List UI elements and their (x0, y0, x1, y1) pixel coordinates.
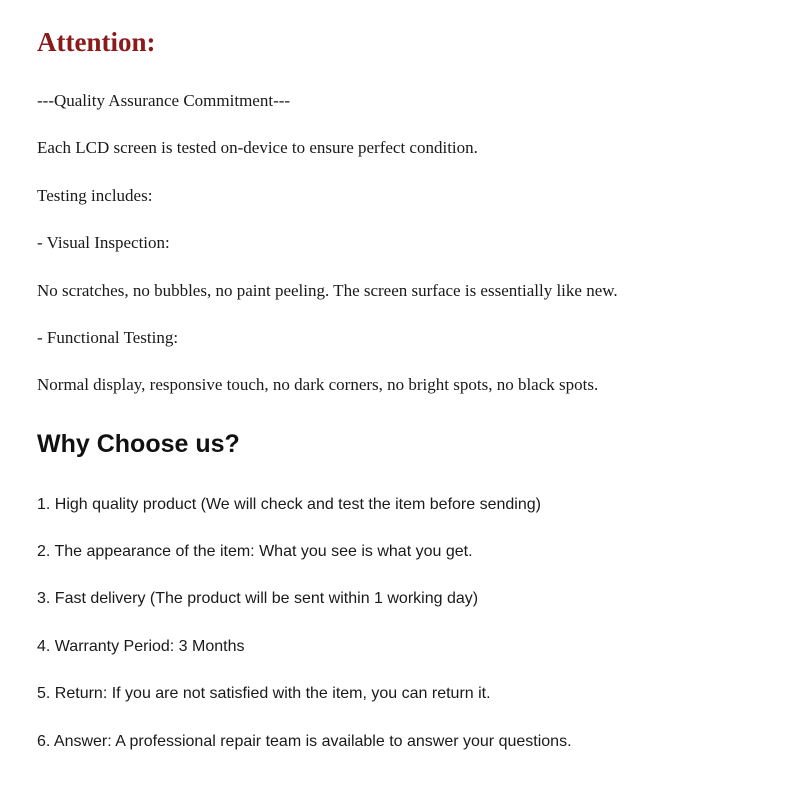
attention-title: Attention: (37, 27, 156, 57)
testing-includes-label: Testing includes: (37, 186, 153, 205)
why-choose-us-title: Why Choose us? (37, 430, 240, 458)
testing-statement: Each LCD screen is tested on-device to ensure perfect condition. (37, 138, 478, 157)
quality-commitment-heading: ---Quality Assurance Commitment--- (37, 91, 291, 110)
visual-inspection-label: - Visual Inspection: (37, 233, 170, 252)
functional-testing-label: - Functional Testing: (37, 328, 179, 347)
reason-item-appearance: 2. The appearance of the item: What you see is what you get. (37, 543, 473, 560)
functional-testing-detail: Normal display, responsive touch, no dark corners, no bright spots, no black spots. (37, 375, 599, 394)
reason-item-answer: 6. Answer: A professional repair team is available to answer your questions. (37, 733, 572, 750)
reason-item-quality: 1. High quality product (We will check and test the item before sending) (37, 496, 541, 513)
reason-item-warranty: 4. Warranty Period: 3 Months (37, 638, 245, 655)
reason-item-return: 5. Return: If you are not satisfied with the item, you can return it. (37, 685, 491, 702)
reason-item-delivery: 3. Fast delivery (The product will be sent within 1 working day) (37, 590, 479, 607)
visual-inspection-detail: No scratches, no bubbles, no paint peeling. The screen surface is essentially like new. (37, 281, 618, 300)
